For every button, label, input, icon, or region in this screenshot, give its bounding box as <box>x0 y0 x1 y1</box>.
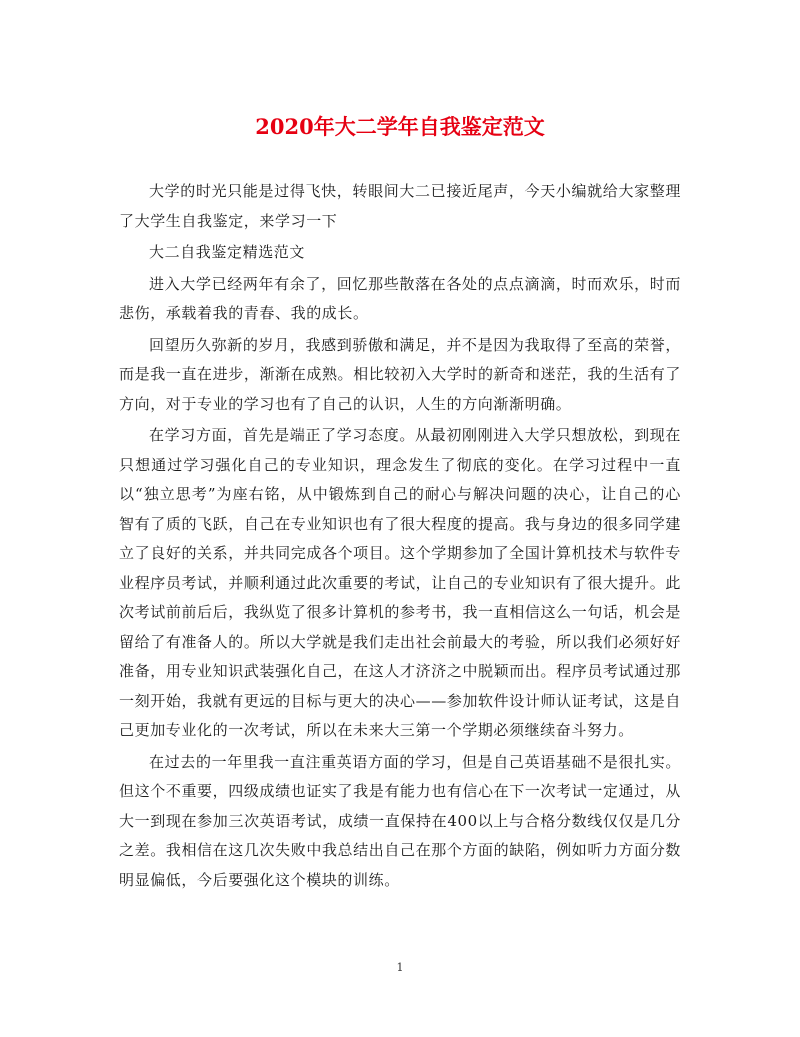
page-title: 2020年大二学年自我鉴定范文 <box>255 114 545 139</box>
document-body <box>119 177 681 897</box>
body-paragraph: 进入大学已经两年有余了，回忆那些散落在各处的点点滴滴，时而欢乐，时而悲伤，承载着我的青春、我的成长。 <box>119 274 681 322</box>
intro-paragraph: 大学的时光只能是过得飞快，转眼间大二已接近尾声，今天小编就给大家整理了大学生自我鉴定，来学习一下 <box>119 182 681 230</box>
page-number: 1 <box>396 961 404 974</box>
body-paragraph: 在过去的一年里我一直注重英语方面的学习，但是自己英语基础不是很扎实。但这个不重要，四级成绩也证实了我是有能力也有信心在下一次考试一定通过，从大一到现在参加三次英语考试，成绩一直保持在400以上与合格分数线仅仅是几分之差。我相信在这几次失败中我总结出自己在那个方面的缺陷，例如听力方面分数明显偏低，今后要强化这个模块的训练。 <box>119 752 681 889</box>
body-paragraph: 在学习方面，首先是端正了学习态度。从最初刚刚进入大学只想放松，到现在只想通过学习强化自己的专业知识，理念发生了彻底的变化。在学习过程中一直以“独立思考”为座右铭，从中锻炼到自己的耐心与解决问题的决心，让自己的心智有了质的飞跃，自己在专业知识也有了很大程度的提高。我与身边的很多同学建立了良好的关系，并共同完成各个项目。这个学期参加了全国计算机技术与软件专业程序员考试，并顺利通过此次重要的考试，让自己的专业知识有了很大提升。此次考试前前后后，我纵览了很多计算机的参考书，我一直相信这么一句话，机会是留给了有准备人的。所以大学就是我们走出社会前最大的考验，所以我们必须好好准备，用专业知识武装强化自己，在这人才济济之中脱颖而出。程序员考试通过那一刻开始，我就有更远的目标与更大的决心——参加软件设计师认证考试，这是自己更加专业化的一次考试，所以在未来大三第一个学期必须继续奋斗努力。 <box>119 426 681 739</box>
body-paragraph: 回望历久弥新的岁月，我感到骄傲和满足，并不是因为我取得了至高的荣誉，而是我一直在进步，渐渐在成熟。相比较初入大学时的新奇和迷茫，我的生活有了方向，对于专业的学习也有了自己的认识，人生的方向渐渐明确。 <box>119 335 681 413</box>
section-heading: 大二自我鉴定精选范文 <box>149 243 306 261</box>
